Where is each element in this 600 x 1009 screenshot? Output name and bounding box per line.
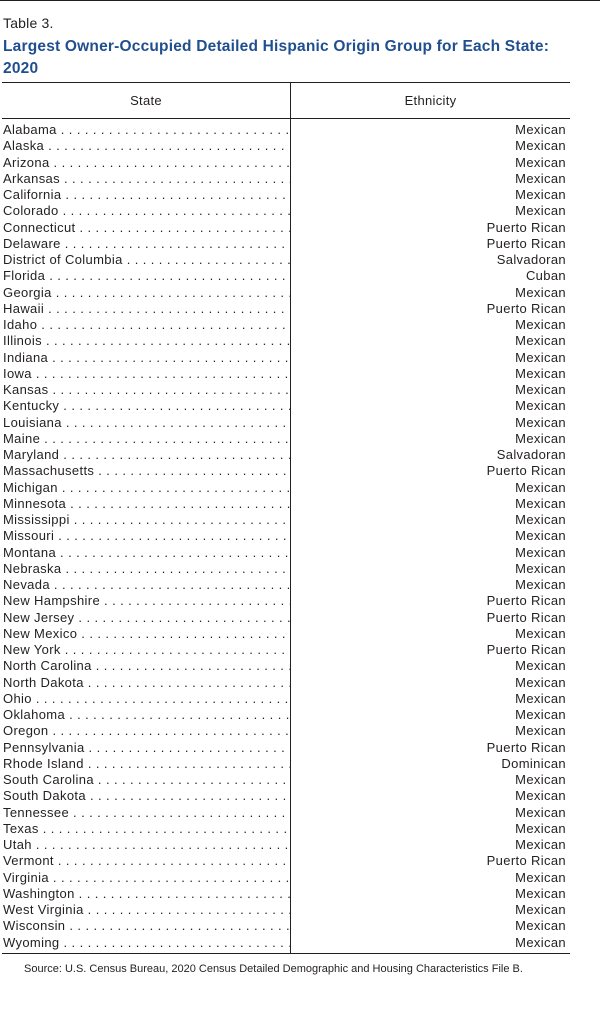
table-title: Largest Owner-Occupied Detailed Hispanic Origin Group for Each State: 2020 bbox=[3, 38, 550, 77]
ethnicity-cell: Mexican bbox=[515, 430, 566, 446]
ethnicity-cell: Mexican bbox=[515, 528, 566, 544]
state-cell: New Hampshire . . . bbox=[2, 593, 290, 609]
state-cell: West Virginia . . . bbox=[2, 902, 290, 918]
ethnicity-cell: Puerto Rican bbox=[486, 463, 566, 479]
state-cell: Nevada . . . bbox=[2, 577, 290, 593]
state-cell: Missouri . . . bbox=[2, 528, 290, 544]
state-cell: Washington . . . bbox=[2, 886, 290, 902]
ethnicity-cell: Mexican bbox=[515, 869, 566, 885]
state-cell: Iowa . . . bbox=[2, 366, 290, 382]
state-cell: Florida . . . bbox=[2, 268, 290, 284]
state-cell: Massachusetts . . . bbox=[2, 463, 290, 479]
state-cell: Kentucky . . . bbox=[2, 398, 290, 414]
state-cell: Ohio . . . bbox=[2, 691, 290, 707]
state-cell: Oregon . . . bbox=[2, 723, 290, 739]
ethnicity-cell: Mexican bbox=[515, 187, 566, 202]
state-cell: Tennessee . . . bbox=[2, 805, 290, 821]
ethnicity-cell: Mexican bbox=[515, 690, 566, 706]
state-cell: South Carolina . . . bbox=[2, 772, 290, 788]
state-cell: Montana . . . bbox=[2, 545, 290, 561]
ethnicity-cell: Puerto Rican bbox=[486, 642, 566, 657]
state-cell: Louisiana . . . bbox=[2, 415, 290, 431]
ethnicity-cell: Puerto Rican bbox=[486, 593, 566, 609]
state-cell: New York . . . bbox=[2, 642, 290, 658]
ethnicity-cell: Mexican bbox=[515, 414, 566, 430]
ethnicity-cell: Mexican bbox=[515, 723, 566, 739]
ethnicity-cell: Mexican bbox=[515, 918, 566, 934]
state-cell: Rhode Island . . . bbox=[2, 756, 290, 772]
state-cell: Pennsylvania . . . bbox=[2, 740, 290, 756]
state-cell: Wisconsin . . . bbox=[2, 918, 290, 934]
state-cell: Virginia . . . bbox=[2, 870, 290, 886]
ethnicity-cell: Mexican bbox=[515, 902, 566, 917]
state-cell: Vermont . . . bbox=[2, 853, 290, 869]
state-cell: Texas . . . bbox=[2, 821, 290, 837]
state-column bbox=[2, 119, 291, 953]
ethnicity-cell: Mexican bbox=[515, 170, 566, 186]
ethnicity-cell: Puerto Rican bbox=[486, 235, 566, 251]
ethnicity-cell: Mexican bbox=[515, 365, 566, 381]
state-cell: Kansas . . . bbox=[2, 382, 290, 398]
ethnicity-cell: Mexican bbox=[515, 495, 566, 511]
ethnicity-cell: Mexican bbox=[515, 382, 566, 397]
state-cell: Arkansas . . . bbox=[2, 171, 290, 187]
state-cell: Maryland . . . bbox=[2, 447, 290, 463]
ethnicity-cell: Mexican bbox=[515, 674, 566, 690]
table-label: Table 3. bbox=[3, 15, 54, 31]
state-cell: District of Columbia . . . bbox=[2, 252, 290, 268]
column-header-state: State bbox=[2, 83, 291, 118]
ethnicity-cell: Puerto Rican bbox=[486, 300, 566, 316]
ethnicity-cell: Mexican bbox=[515, 317, 566, 332]
state-cell: Georgia . . . bbox=[2, 285, 290, 301]
state-cell: Nebraska . . . bbox=[2, 561, 290, 577]
ethnicity-cell: Mexican bbox=[515, 333, 566, 349]
state-cell: Colorado . . . bbox=[2, 203, 290, 219]
ethnicity-cell: Mexican bbox=[515, 203, 566, 219]
ethnicity-cell: Puerto Rican bbox=[486, 853, 566, 869]
state-cell: Minnesota . . . bbox=[2, 496, 290, 512]
state-cell: California . . . bbox=[2, 187, 290, 203]
ethnicity-cell: Mexican bbox=[515, 658, 566, 674]
ethnicity-cell: Salvadoran bbox=[496, 447, 566, 462]
state-cell: Alabama . . . bbox=[2, 122, 290, 138]
ethnicity-cell: Mexican bbox=[515, 820, 566, 836]
ethnicity-cell: Mexican bbox=[515, 707, 566, 722]
ethnicity-cell: Puerto Rican bbox=[486, 609, 566, 625]
state-cell: North Carolina . . . bbox=[2, 658, 290, 674]
state-cell: Alaska . . . bbox=[2, 138, 290, 154]
state-cell: South Dakota . . . bbox=[2, 788, 290, 804]
state-cell: Michigan . . . bbox=[2, 480, 290, 496]
ethnicity-cell: Mexican bbox=[515, 479, 566, 495]
ethnicity-cell: Mexican bbox=[515, 885, 566, 901]
state-cell: Indiana . . . bbox=[2, 350, 290, 366]
ethnicity-cell: Puerto Rican bbox=[486, 739, 566, 755]
ethnicity-cell: Mexican bbox=[515, 804, 566, 820]
state-cell: Delaware . . . bbox=[2, 236, 290, 252]
source-note: Source: U.S. Census Bureau, 2020 Census Detailed Demographic and Housing Characteristics File B. bbox=[24, 963, 523, 975]
state-cell: New Jersey . . . bbox=[2, 610, 290, 626]
state-cell: Utah . . . bbox=[2, 837, 290, 853]
ethnicity-cell: Puerto Rican bbox=[486, 219, 566, 235]
top-rule bbox=[0, 0, 600, 1]
state-cell: North Dakota . . . bbox=[2, 675, 290, 691]
ethnicity-cell: Mexican bbox=[515, 349, 566, 365]
ethnicity-column bbox=[291, 119, 570, 953]
table-body bbox=[2, 119, 570, 953]
ethnicity-cell: Mexican bbox=[515, 154, 566, 170]
state-cell: Connecticut . . . bbox=[2, 220, 290, 236]
ethnicity-cell: Mexican bbox=[515, 625, 566, 641]
ethnicity-cell: Mexican bbox=[515, 138, 566, 154]
ethnicity-cell: Mexican bbox=[515, 788, 566, 804]
state-cell: Illinois . . . bbox=[2, 333, 290, 349]
data-table bbox=[2, 82, 570, 954]
ethnicity-cell: Mexican bbox=[515, 772, 566, 787]
ethnicity-cell: Mexican bbox=[515, 284, 566, 300]
state-cell: Hawaii . . . bbox=[2, 301, 290, 317]
state-cell: Wyoming . . . bbox=[2, 935, 290, 951]
bottom-rule bbox=[2, 953, 570, 954]
state-cell: Maine . . . bbox=[2, 431, 290, 447]
ethnicity-cell: Mexican bbox=[515, 837, 566, 852]
state-cell: Arizona . . . bbox=[2, 155, 290, 171]
column-header-ethnicity: Ethnicity bbox=[404, 93, 457, 108]
ethnicity-cell: Mexican bbox=[515, 544, 566, 560]
ethnicity-cell: Dominican bbox=[501, 755, 566, 771]
ethnicity-cell: Mexican bbox=[515, 934, 566, 950]
state-cell: Mississippi . . . bbox=[2, 512, 290, 528]
table-header bbox=[2, 82, 570, 119]
ethnicity-cell: Mexican bbox=[515, 122, 566, 137]
ethnicity-cell: Salvadoran bbox=[496, 252, 566, 267]
ethnicity-cell: Cuban bbox=[525, 268, 566, 284]
state-cell: Oklahoma . . . bbox=[2, 707, 290, 723]
ethnicity-cell: Mexican bbox=[515, 398, 566, 414]
ethnicity-cell: Mexican bbox=[515, 577, 566, 592]
state-cell: New Mexico . . . bbox=[2, 626, 290, 642]
ethnicity-cell: Mexican bbox=[515, 560, 566, 576]
ethnicity-cell: Mexican bbox=[515, 512, 566, 527]
state-cell: Idaho . . . bbox=[2, 317, 290, 333]
